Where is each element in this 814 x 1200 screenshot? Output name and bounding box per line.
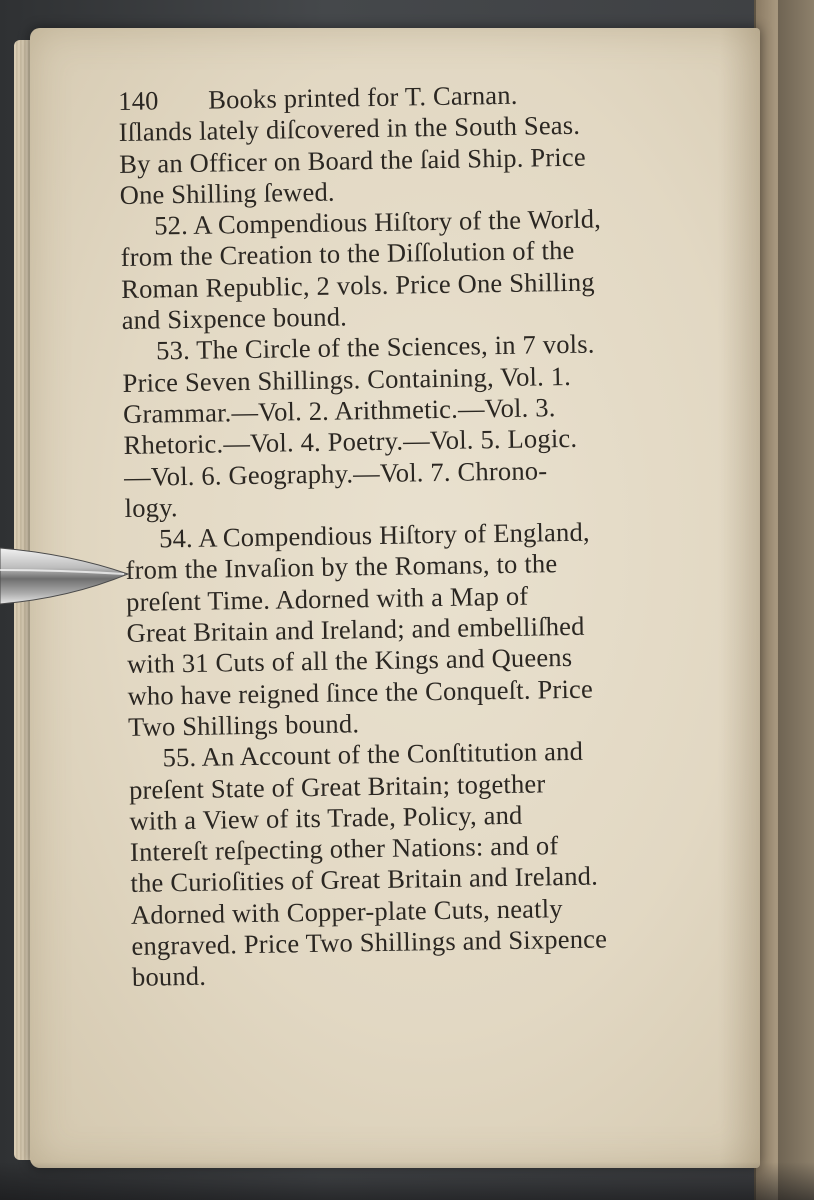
text-line: from the Creation to the Diſſolution of the: [120, 235, 575, 273]
text-line: with a View of its Trade, Policy, and: [129, 799, 523, 836]
text-line: Great Britain and Ireland; and embelliſhed: [126, 610, 585, 648]
text-line: who have reigned ſince the Conqueſt. Price: [127, 673, 594, 711]
entry-52-heading: 52. A Compendious Hiſtory of the World,: [153, 203, 602, 241]
text-line: logy.: [124, 491, 178, 523]
text-line: Adorned with Copper-plate Cuts, neatly: [130, 892, 563, 930]
text-line: Roman Republic, 2 vols. Price One Shilling: [120, 266, 595, 304]
entry-55-heading: 55. An Account of the Conſtitution and: [162, 736, 584, 773]
text-line: from the Invaſion by the Romans, to the: [125, 548, 558, 586]
text-line: Intereſt reſpecting other Nations: and of: [129, 830, 559, 868]
text-line: Iſlands lately diſcovered in the South Seas.: [118, 110, 581, 148]
text-line: —Vol. 6. Geography.—Vol. 7. Chrono-: [123, 454, 548, 492]
text-line: bound.: [131, 961, 207, 993]
text-line: with 31 Cuts of all the Kings and Queens: [126, 642, 573, 680]
text-line: preſent State of Great Britain; together: [128, 767, 546, 805]
book-spine-edge: [754, 0, 814, 1200]
book-page: [30, 28, 760, 1168]
page-text: [118, 76, 756, 993]
text-line: engraved. Price Two Shillings and Sixpence: [131, 923, 608, 961]
text-line: Two Shillings bound.: [127, 708, 360, 742]
spine-shadow: [778, 0, 814, 1200]
text-line: and Sixpence bound.: [121, 301, 348, 336]
text-line: By an Officer on Board the ſaid Ship. Price: [118, 141, 587, 179]
entry-54-heading: 54. A Compendious Hiſtory of England,: [158, 516, 590, 554]
text-line: Rhetoric.—Vol. 4. Poetry.—Vol. 5. Logic.: [123, 423, 578, 461]
text-line: the Curioſities of Great Britain and Ireland.: [130, 860, 599, 899]
page-number: 140: [118, 85, 159, 116]
text-line: Price Seven Shillings. Containing, Vol. 1.: [122, 360, 572, 398]
text-line: Grammar.—Vol. 2. Arithmetic.—Vol. 3.: [122, 392, 556, 429]
text-line: preſent Time. Adorned with a Map of: [125, 580, 529, 617]
entry-53-heading: 53. The Circle of the Sciences, in 7 vols.: [155, 328, 595, 366]
bottom-shadow: [0, 1162, 814, 1200]
running-title: Books printed for T. Carnan.: [207, 79, 518, 115]
metal-pointer-tool: [0, 540, 132, 610]
text-line: One Shilling ſewed.: [119, 176, 335, 210]
